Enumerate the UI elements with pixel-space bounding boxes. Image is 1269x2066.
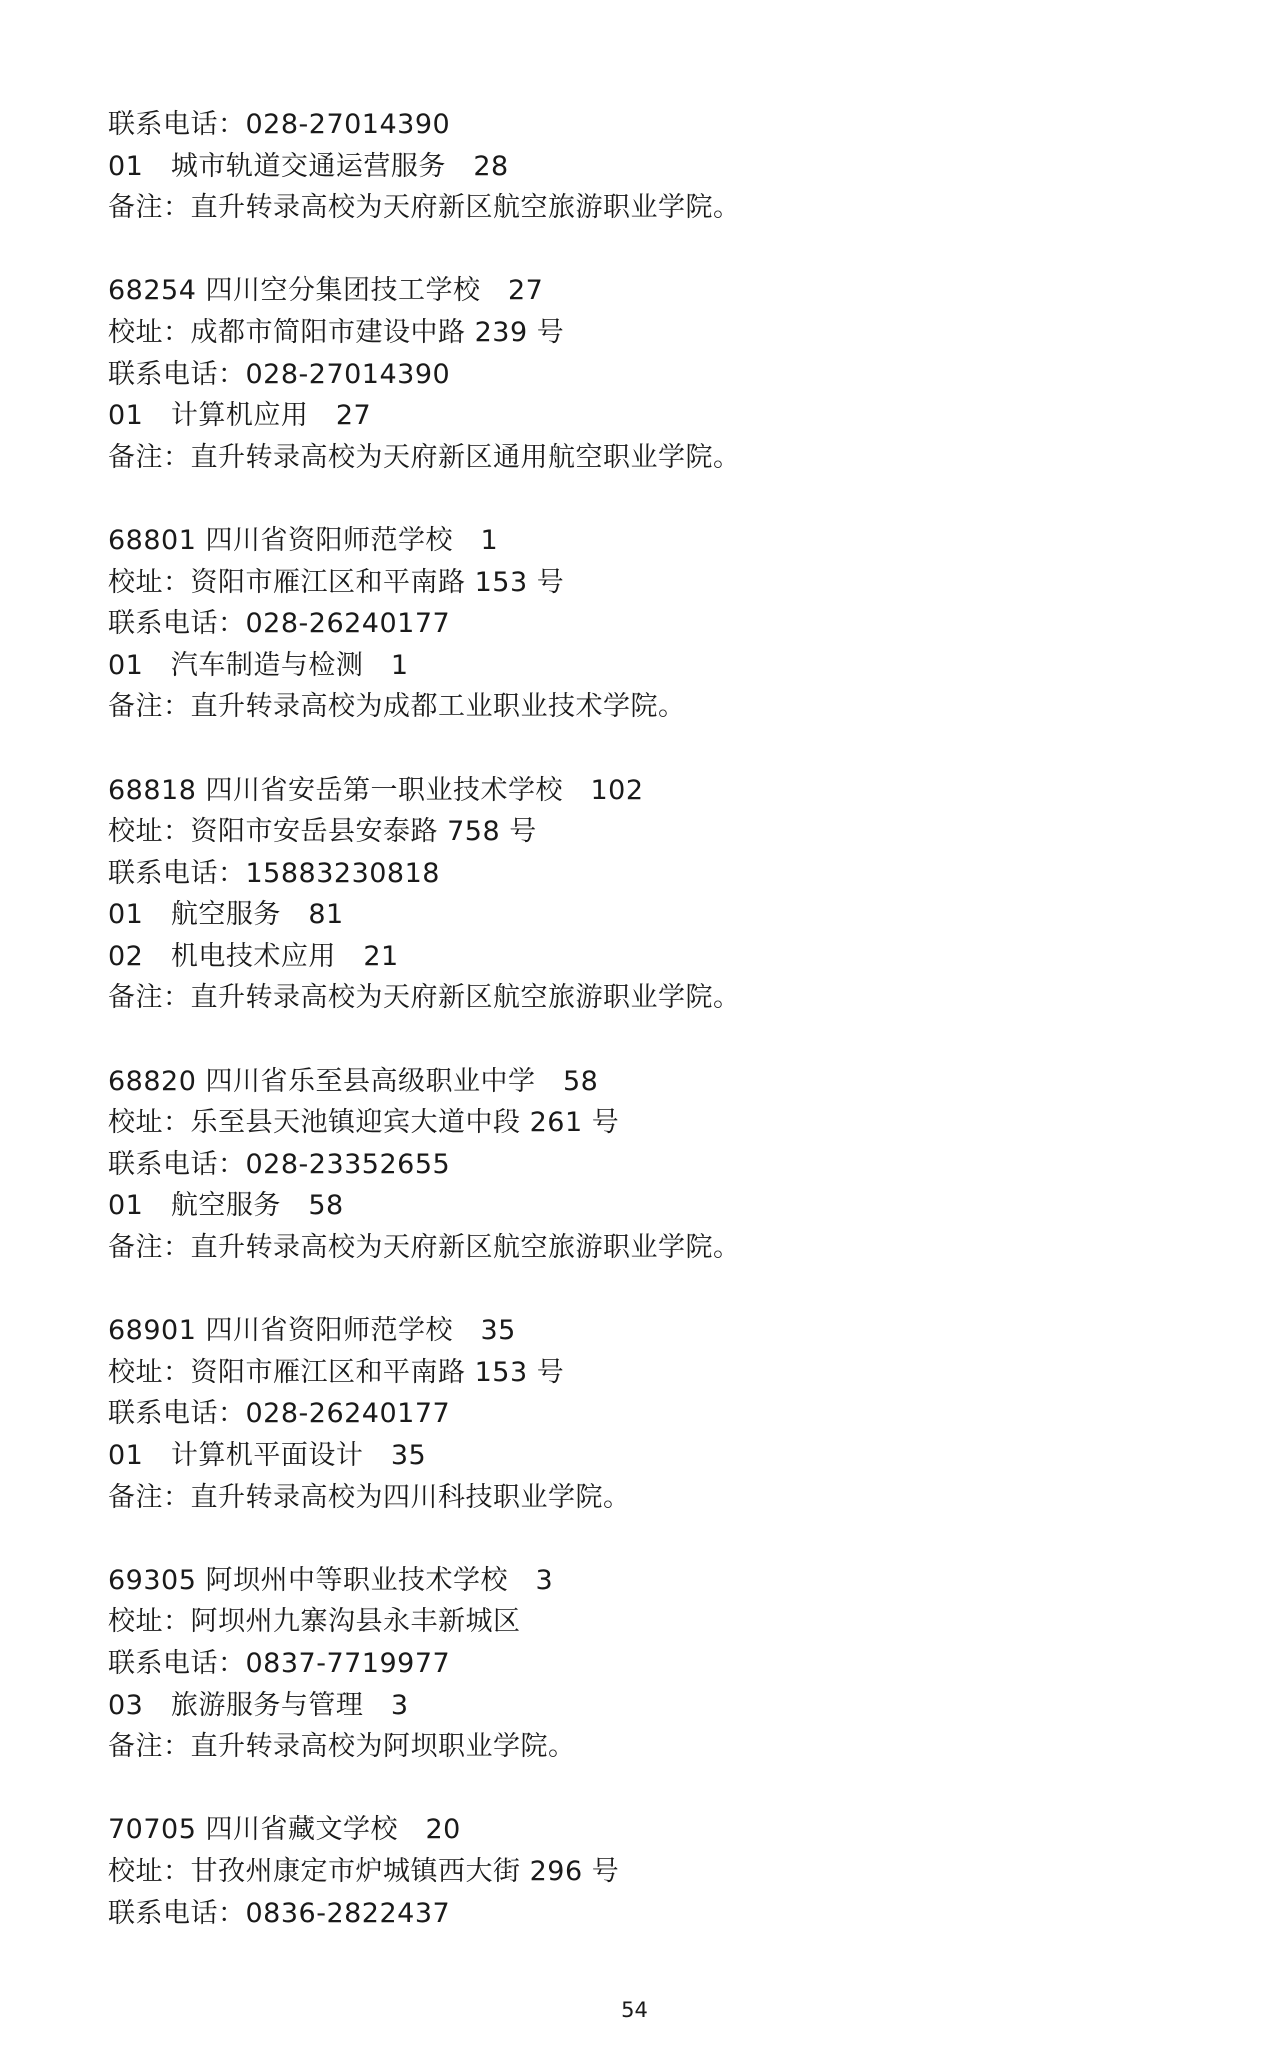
school-title-line: 70705 四川省藏文学校 20	[108, 1814, 461, 1846]
contact-phone-line: 联系电话：0837-7719977	[108, 1647, 451, 1679]
contact-phone-line: 联系电话：028-26240177	[108, 1398, 451, 1430]
major-line: 02 机电技术应用 21	[108, 940, 399, 972]
block-spacer	[108, 728, 1188, 770]
school-block	[108, 520, 1188, 728]
major-line: 01 城市轨道交通运营服务 28	[108, 150, 509, 182]
block-spacer	[108, 1269, 1188, 1311]
major-line: 01 航空服务 81	[108, 899, 344, 931]
block-spacer	[108, 1768, 1188, 1810]
school-title-line: 69305 阿坝州中等职业技术学校 3	[108, 1564, 554, 1596]
remark-line: 备注：直升转录高校为阿坝职业学院。	[108, 1731, 576, 1763]
block-spacer	[108, 1518, 1188, 1560]
contact-phone-line: 联系电话：0836-2822437	[108, 1897, 451, 1929]
school-block	[108, 1560, 1188, 1768]
contact-phone-line: 联系电话：028-27014390	[108, 358, 451, 390]
school-address-line: 校址：乐至县天池镇迎宾大道中段 261 号	[108, 1107, 620, 1139]
block-spacer	[108, 1019, 1188, 1061]
major-line: 01 航空服务 58	[108, 1190, 344, 1222]
page-number: 54	[621, 1998, 648, 2022]
school-title-line: 68820 四川省乐至县高级职业中学 58	[108, 1065, 599, 1097]
contact-phone-line: 联系电话：15883230818	[108, 857, 440, 889]
school-block	[108, 270, 1188, 478]
remark-line: 备注：直升转录高校为天府新区航空旅游职业学院。	[108, 1232, 741, 1264]
school-address-line: 校址：甘孜州康定市炉城镇西大街 296 号	[108, 1855, 620, 1887]
remark-line: 备注：直升转录高校为四川科技职业学院。	[108, 1481, 631, 1513]
school-block	[108, 104, 1188, 229]
school-address-line: 校址：资阳市雁江区和平南路 153 号	[108, 1356, 565, 1388]
remark-line: 备注：直升转录高校为天府新区航空旅游职业学院。	[108, 982, 741, 1014]
school-address-line: 校址：资阳市雁江区和平南路 153 号	[108, 566, 565, 598]
document-body	[108, 104, 1188, 1934]
block-spacer	[108, 229, 1188, 271]
school-title-line: 68901 四川省资阳师范学校 35	[108, 1315, 516, 1347]
remark-line: 备注：直升转录高校为天府新区航空旅游职业学院。	[108, 192, 741, 224]
school-title-line: 68254 四川空分集团技工学校 27	[108, 275, 544, 307]
school-title-line: 68818 四川省安岳第一职业技术学校 102	[108, 774, 644, 806]
school-block	[108, 1310, 1188, 1518]
remark-line: 备注：直升转录高校为成都工业职业技术学院。	[108, 691, 686, 723]
major-line: 01 汽车制造与检测 1	[108, 649, 409, 681]
school-address-line: 校址：成都市简阳市建设中路 239 号	[108, 316, 565, 348]
remark-line: 备注：直升转录高校为天府新区通用航空职业学院。	[108, 441, 741, 473]
school-block	[108, 1809, 1188, 1934]
school-block	[108, 770, 1188, 1020]
block-spacer	[108, 478, 1188, 520]
major-line: 01 计算机应用 27	[108, 400, 372, 432]
major-line: 03 旅游服务与管理 3	[108, 1689, 409, 1721]
school-address-line: 校址：资阳市安岳县安泰路 758 号	[108, 816, 537, 848]
contact-phone-line: 联系电话：028-26240177	[108, 608, 451, 640]
major-line: 01 计算机平面设计 35	[108, 1440, 427, 1471]
contact-phone-line: 联系电话：028-27014390	[108, 109, 451, 140]
school-address-line: 校址：阿坝州九寨沟县永丰新城区	[108, 1606, 521, 1638]
contact-phone-line: 联系电话：028-23352655	[108, 1148, 451, 1180]
school-block	[108, 1061, 1188, 1269]
school-title-line: 68801 四川省资阳师范学校 1	[108, 524, 499, 556]
